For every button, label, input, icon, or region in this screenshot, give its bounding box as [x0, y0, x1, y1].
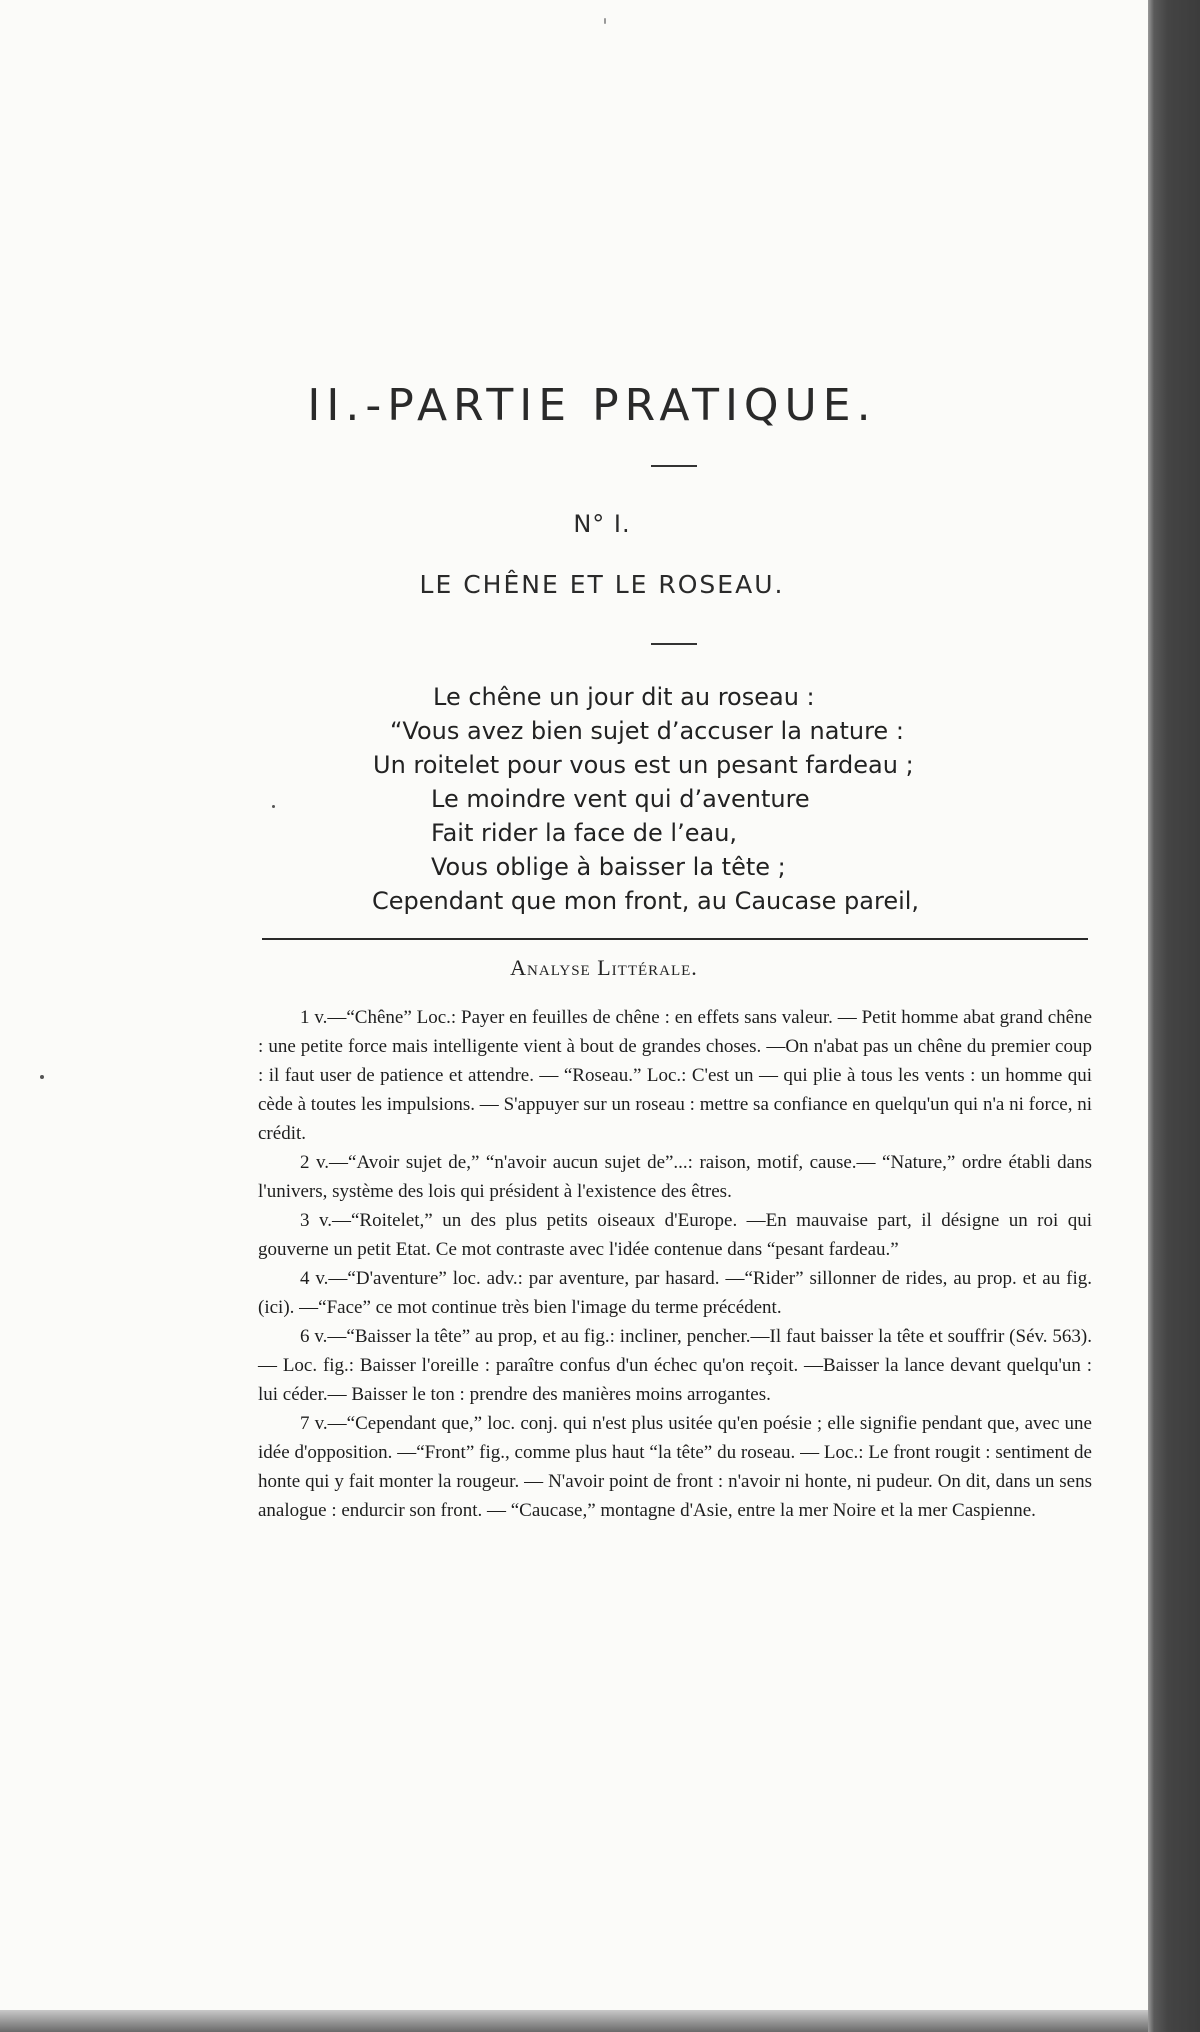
analysis-body: [258, 1003, 1092, 1525]
poem-line: “Vous avez bien sujet d’accuser la nature :: [390, 717, 904, 745]
poem-line: Un roitelet pour vous est un pesant fardeau ;: [373, 751, 914, 779]
poem-line: Cependant que mon front, au Caucase pareil,: [372, 887, 920, 915]
analysis-paragraph: 3 v.—“Roitelet,” un des plus petits oiseaux d'Europe. —En mauvaise part, il désigne un roi qui gouverne un petit Etat. Ce mot contraste avec l'idée contenue dans “pesant fardeau.”: [258, 1210, 1092, 1260]
poem-line: Le moindre vent qui d’aventure: [431, 785, 810, 813]
margin-speck: [604, 18, 606, 24]
title-divider-bottom: [651, 643, 697, 645]
fable-number: N° I.: [573, 510, 631, 538]
fable-title: LE CHÊNE ET LE ROSEAU.: [419, 570, 785, 599]
poem-line: Le chêne un jour dit au roseau :: [433, 683, 815, 711]
poem-line: Vous oblige à baisser la tête ;: [431, 853, 786, 881]
title-divider-top: [651, 465, 697, 467]
analysis-paragraph: 2 v.—“Avoir sujet de,” “n'avoir aucun sujet de”...: raison, motif, cause.— “Nature,” ordre établi dans l'univers, système des lois qui président à l'existence des êtres.: [258, 1152, 1092, 1202]
margin-speck: [40, 1075, 44, 1079]
analysis-paragraph: 4 v.—“D'aventure” loc. adv.: par aventure, par hasard. —“Rider” sillonner de rides, au prop. et au fig. (ici). —“Face” ce mot continue très bien l'image du terme précédent.: [258, 1268, 1092, 1318]
section-rule: [262, 938, 1088, 940]
poem-line: Fait rider la face de l’eau,: [431, 819, 738, 847]
page-bottom-shadow: [0, 2010, 1148, 2032]
margin-speck: [272, 805, 275, 808]
analysis-paragraph: 6 v.—“Baisser la tête” au prop, et au fig.: incliner, pencher.—Il faut baisser la tête et souffrir (Sév. 563). — Loc. fig.: Baisser l'oreille : paraître confus d'un échec qu'on reçoit. —Baisser la lance devant quelqu'un : lui céder.— Baisser le ton : prendre des manières moins arrogantes.: [258, 1326, 1092, 1405]
analysis-paragraph: 7 v.—“Cependant que,” loc. conj. qui n'est plus usitée qu'en poésie ; elle signifie pendant que, avec une idée d'opposition. —“Front” fig., comme plus haut “la tête” du roseau. — Loc.: Le front rougit : sentiment de honte qui y fait monter la rougeur. — N'avoir point de front : n'avoir ni honte, ni pudeur. On dit, dans un sens analogue : endurcir son front. — “Caucase,” montagne d'Asie, entre la mer Noire et la mer Caspienne.: [258, 1413, 1092, 1521]
analysis-title: Analyse Littérale.: [510, 955, 698, 980]
analysis-paragraph: 1 v.—“Chêne” Loc.: Payer en feuilles de chêne : en effets sans valeur. — Petit homme abat grand chêne : une petite force mais intelligente vient à bout de grandes choses. —On n'abat pas un chêne du premier coup : il faut user de patience et attendre. — “Roseau.” Loc.: C'est un — qui plie à tous les vents : un homme qui cède à toutes les impulsions. — S'appuyer sur un roseau : mettre sa confiance en quelqu'un qui n'a ni force, ni crédit.: [258, 1007, 1092, 1144]
part-title: II.-PARTIE PRATIQUE.: [307, 380, 877, 431]
page-edge-shadow: [1148, 0, 1200, 2032]
